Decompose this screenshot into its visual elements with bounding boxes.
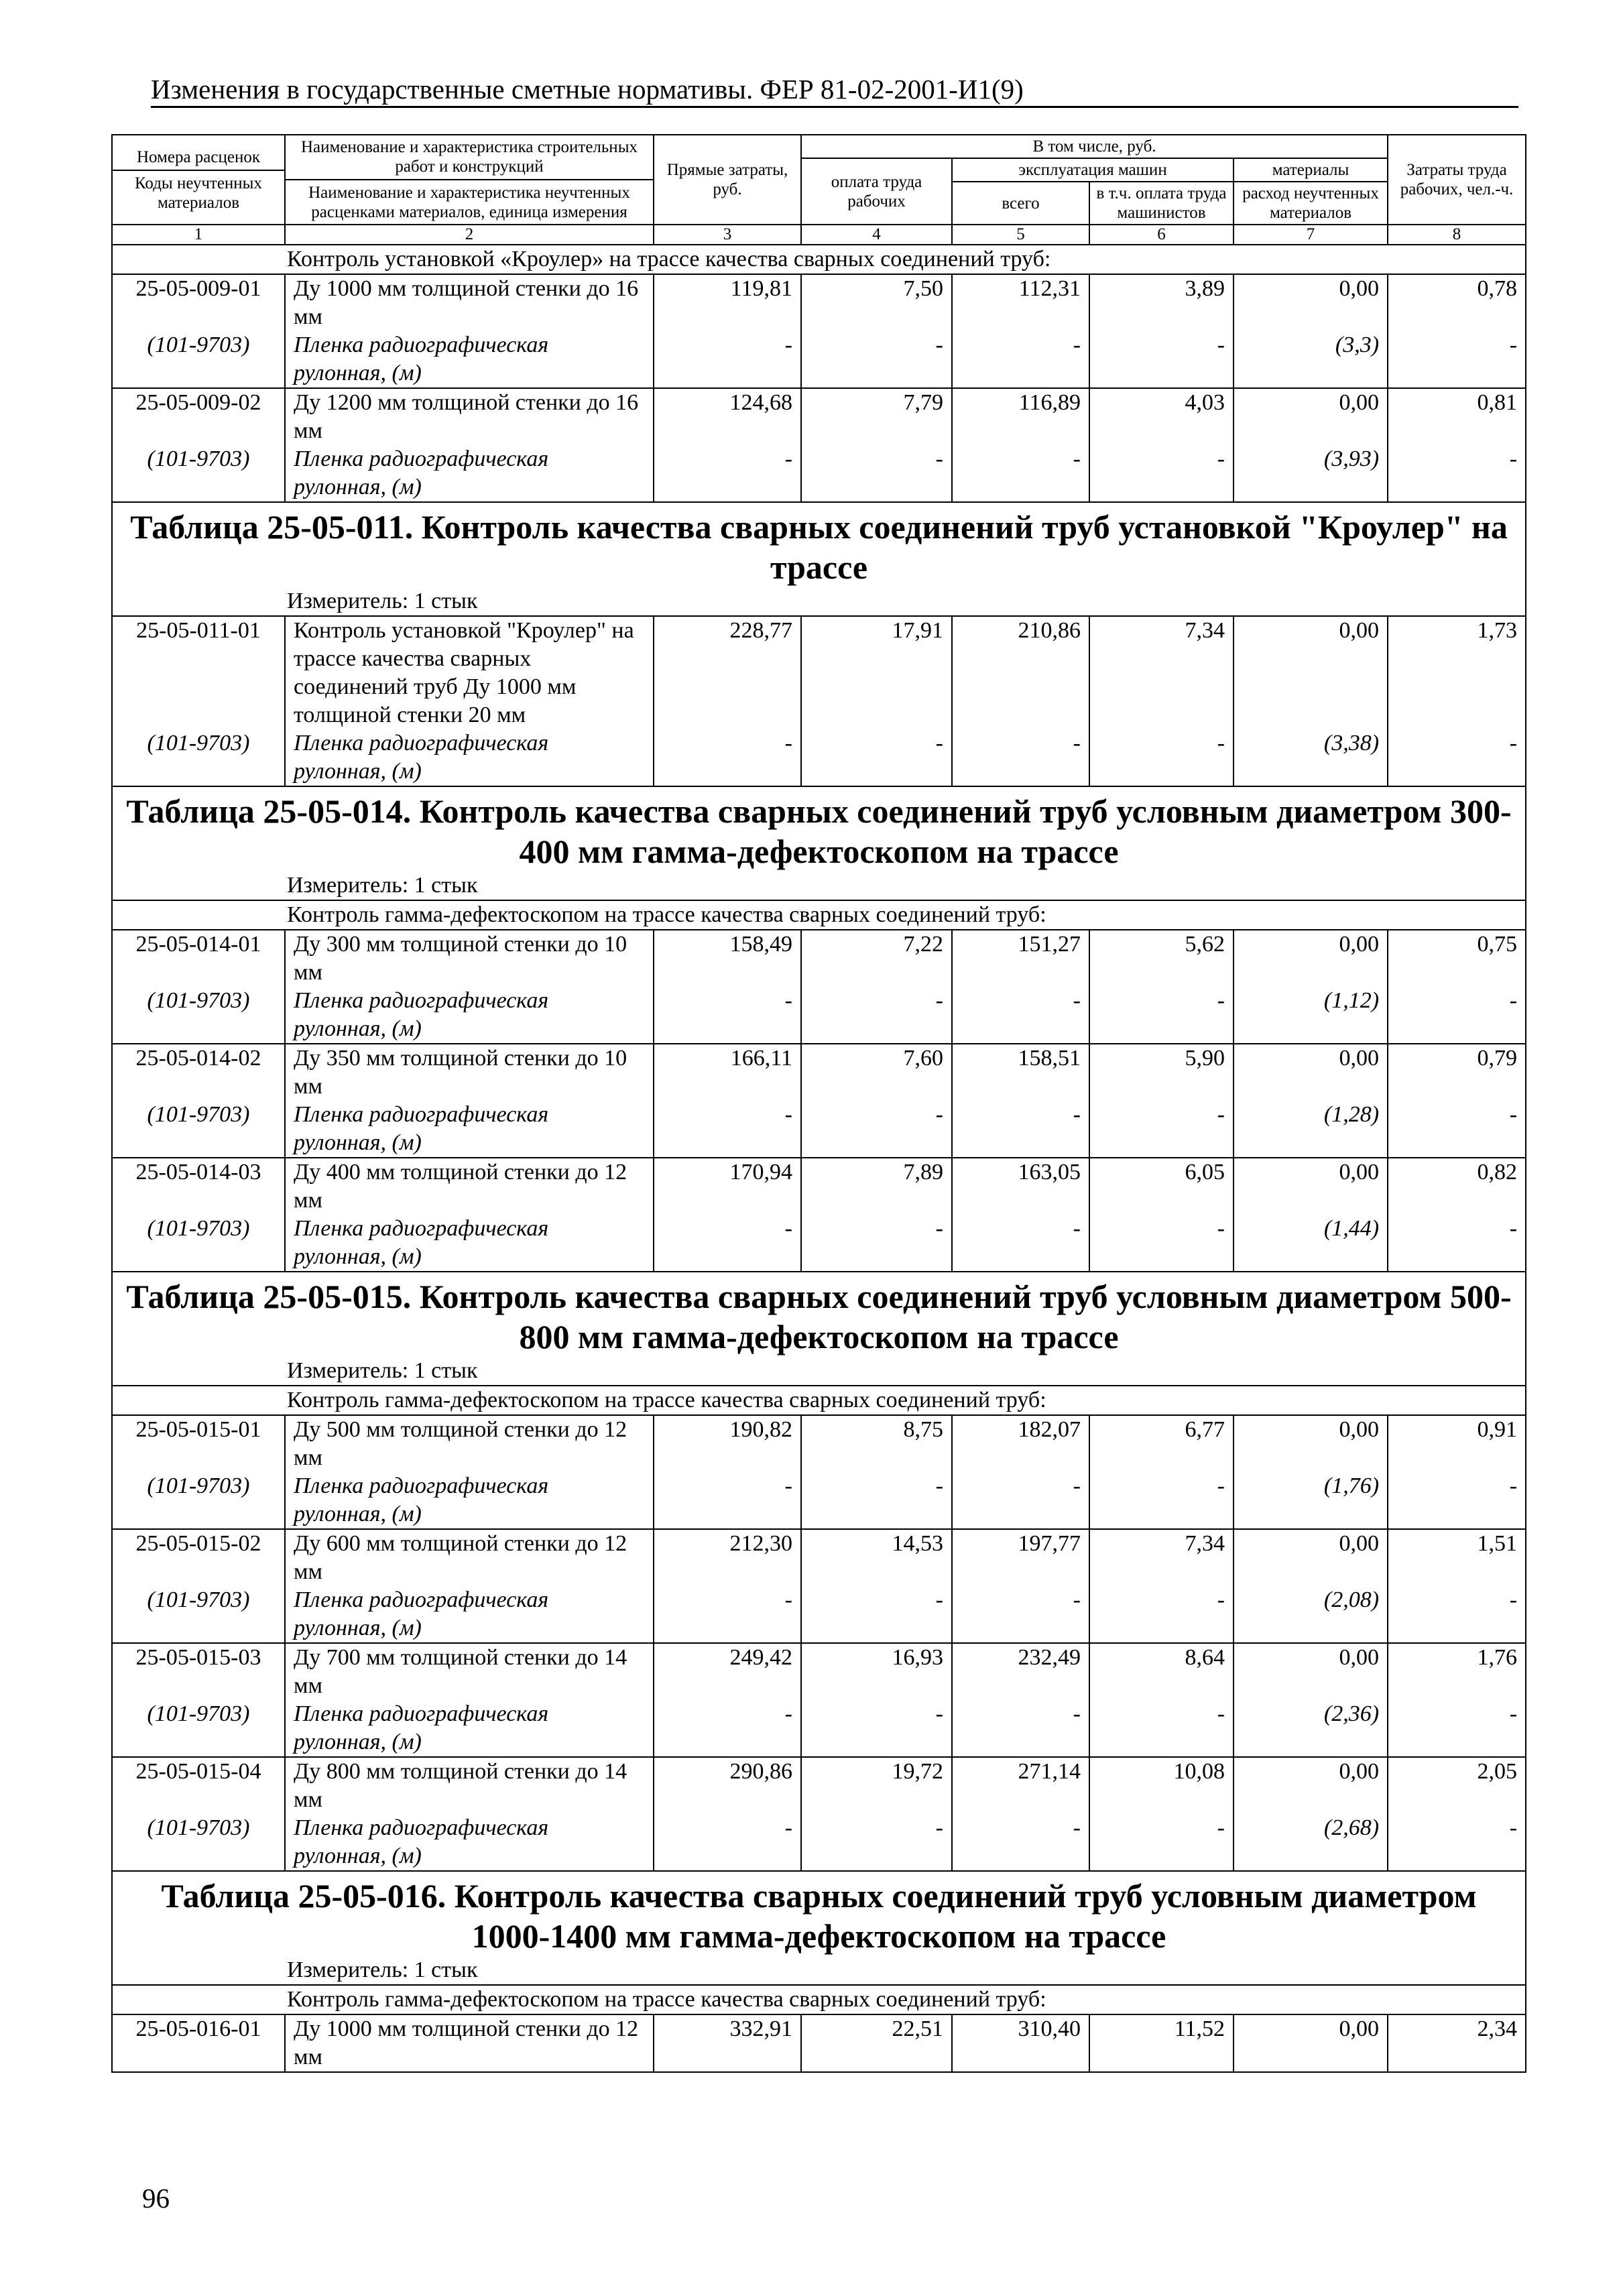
material-name: Пленка радиографическая рулонная, (м) [285, 1101, 654, 1158]
dash: - [1089, 1814, 1234, 1871]
labor-pay: 7,50 [801, 274, 952, 331]
machines-total: 151,27 [952, 930, 1089, 987]
machinists-pay: 5,62 [1089, 930, 1234, 987]
dash: - [1089, 1215, 1234, 1272]
machinists-pay: 6,05 [1089, 1158, 1234, 1215]
materials-cost: 0,00 [1234, 930, 1388, 987]
labor-pay: 8,75 [801, 1415, 952, 1472]
rate-code: 25-05-014-02 [112, 1044, 285, 1101]
dash: - [654, 729, 801, 786]
dash: - [801, 729, 952, 786]
material-code: (101-9703) [112, 1101, 285, 1158]
direct-cost: 170,94 [654, 1158, 801, 1215]
materials-cost: 0,00 [1234, 616, 1388, 729]
rate-name: Ду 1000 мм толщиной стенки до 16 мм [285, 274, 654, 331]
material-name: Пленка радиографическая рулонная, (м) [285, 729, 654, 786]
dash: - [654, 1586, 801, 1643]
dash: - [1089, 1586, 1234, 1643]
labor-pay: 7,89 [801, 1158, 952, 1215]
table-row [112, 1529, 1526, 1586]
dash: - [1089, 445, 1234, 502]
material-qty: (1,44) [1234, 1215, 1388, 1272]
dash: - [654, 1700, 801, 1757]
material-name: Пленка радиографическая рулонная, (м) [285, 445, 654, 502]
materials-cost: 0,00 [1234, 274, 1388, 331]
machinists-pay: 7,34 [1089, 616, 1234, 729]
direct-cost: 190,82 [654, 1415, 801, 1472]
material-code: (101-9703) [112, 1472, 285, 1529]
col6-header: в т.ч. оплата труда машинистов [1089, 182, 1234, 225]
machines-header: эксплуатация машин [952, 158, 1234, 182]
table-title: Таблица 25-05-016. Контроль качества сварных соединений труб условным диаметром 1000-1400 мм гамма-дефектоскопом на трассе [112, 1871, 1526, 1956]
material-row [112, 987, 1526, 1044]
page-header-title: Изменения в государственные сметные нормативы. ФЕР 81-02-2001-И1(9) [151, 72, 1518, 108]
labor-pay: 7,79 [801, 388, 952, 445]
material-name: Пленка радиографическая рулонная, (м) [285, 987, 654, 1044]
table-row [112, 388, 1526, 445]
machinists-pay: 11,52 [1089, 2014, 1234, 2072]
section-heading: Контроль гамма-дефектоскопом на трассе качества сварных соединений труб: [112, 1985, 1526, 2014]
dash: - [1388, 1586, 1526, 1643]
dash: - [1089, 1700, 1234, 1757]
material-code: (101-9703) [112, 729, 285, 786]
table-title: Таблица 25-05-011. Контроль качества сварных соединений труб установкой "Кроулер" на трассе [112, 502, 1526, 587]
materials-cost: 0,00 [1234, 1044, 1388, 1101]
dash: - [801, 1586, 952, 1643]
col3-header: Прямые затраты, руб. [654, 135, 801, 225]
material-row [112, 1814, 1526, 1871]
dash: - [952, 729, 1089, 786]
material-code: (101-9703) [112, 445, 285, 502]
table-row [112, 2014, 1526, 2072]
rate-code: 25-05-011-01 [112, 616, 285, 729]
table-meter: Измеритель: 1 стык [112, 871, 1526, 900]
material-qty: (3,38) [1234, 729, 1388, 786]
direct-cost: 158,49 [654, 930, 801, 987]
dash: - [1388, 1472, 1526, 1529]
rate-code: 25-05-015-03 [112, 1643, 285, 1700]
labor-hours: 1,73 [1388, 616, 1526, 729]
material-qty: (2,68) [1234, 1814, 1388, 1871]
table-row [112, 1158, 1526, 1215]
table-meter: Измеритель: 1 стык [112, 1956, 1526, 1985]
rate-name: Ду 600 мм толщиной стенки до 12 мм [285, 1529, 654, 1586]
labor-pay: 16,93 [801, 1643, 952, 1700]
dash: - [1388, 1700, 1526, 1757]
direct-cost: 124,68 [654, 388, 801, 445]
col-number: 6 [1089, 225, 1234, 245]
labor-pay: 7,60 [801, 1044, 952, 1101]
dash: - [801, 1472, 952, 1529]
material-code: (101-9703) [112, 331, 285, 388]
rate-name: Ду 350 мм толщиной стенки до 10 мм [285, 1044, 654, 1101]
material-row [112, 1215, 1526, 1272]
dash: - [654, 1215, 801, 1272]
material-name: Пленка радиографическая рулонная, (м) [285, 331, 654, 388]
table-title: Таблица 25-05-015. Контроль качества сварных соединений труб условным диаметром 500-800 мм гамма-дефектоскопом на трассе [112, 1272, 1526, 1357]
materials-cost: 0,00 [1234, 388, 1388, 445]
dash: - [952, 987, 1089, 1044]
dash: - [801, 1814, 952, 1871]
materials-header: материалы [1234, 158, 1388, 182]
material-name: Пленка радиографическая рулонная, (м) [285, 1814, 654, 1871]
rate-name: Ду 1000 мм толщиной стенки до 12 мм [285, 2014, 654, 2072]
material-row [112, 445, 1526, 502]
dash: - [801, 445, 952, 502]
rate-name: Ду 700 мм толщиной стенки до 14 мм [285, 1643, 654, 1700]
machines-total: 310,40 [952, 2014, 1089, 2072]
col-number: 3 [654, 225, 801, 245]
table-row [112, 930, 1526, 987]
dash: - [952, 1700, 1089, 1757]
labor-pay: 17,91 [801, 616, 952, 729]
rate-name: Ду 1200 мм толщиной стенки до 16 мм [285, 388, 654, 445]
group-header: В том числе, руб. [801, 135, 1388, 158]
col-number: 1 [112, 225, 285, 245]
col-number: 5 [952, 225, 1089, 245]
rate-name: Ду 800 мм толщиной стенки до 14 мм [285, 1757, 654, 1814]
dash: - [1388, 331, 1526, 388]
dash: - [952, 1586, 1089, 1643]
machines-total: 116,89 [952, 388, 1089, 445]
table-meter: Измеритель: 1 стык [112, 1357, 1526, 1386]
machines-total: 197,77 [952, 1529, 1089, 1586]
machines-total: 112,31 [952, 274, 1089, 331]
material-qty: (2,08) [1234, 1586, 1388, 1643]
dash: - [654, 1101, 801, 1158]
direct-cost: 166,11 [654, 1044, 801, 1101]
dash: - [654, 445, 801, 502]
rate-name: Ду 500 мм толщиной стенки до 12 мм [285, 1415, 654, 1472]
table-row [112, 274, 1526, 331]
rate-name: Ду 300 мм толщиной стенки до 10 мм [285, 930, 654, 987]
machines-total: 163,05 [952, 1158, 1089, 1215]
dash: - [654, 987, 801, 1044]
dash: - [1388, 1101, 1526, 1158]
col2-header: Наименование и характеристика строительных работ и конструкций Наименование и характеристика неучтенных расценками материалов, единица измерения [285, 135, 654, 225]
table-meter: Измеритель: 1 стык [112, 587, 1526, 616]
labor-hours: 0,81 [1388, 388, 1526, 445]
col-number: 4 [801, 225, 952, 245]
labor-hours: 2,05 [1388, 1757, 1526, 1814]
dash: - [1388, 1215, 1526, 1272]
materials-cost: 0,00 [1234, 1415, 1388, 1472]
col-number: 8 [1388, 225, 1526, 245]
direct-cost: 332,91 [654, 2014, 801, 2072]
rate-code: 25-05-015-01 [112, 1415, 285, 1472]
material-qty: (1,28) [1234, 1101, 1388, 1158]
labor-hours: 0,91 [1388, 1415, 1526, 1472]
section-heading: Контроль установкой «Кроулер» на трассе качества сварных соединений труб: [112, 245, 1526, 274]
labor-hours: 0,78 [1388, 274, 1526, 331]
labor-hours: 2,34 [1388, 2014, 1526, 2072]
col-number: 7 [1234, 225, 1388, 245]
table-title: Таблица 25-05-014. Контроль качества сварных соединений труб условным диаметром 300-400 мм гамма-дефектоскопом на трассе [112, 786, 1526, 871]
labor-hours: 0,79 [1388, 1044, 1526, 1101]
dash: - [654, 331, 801, 388]
material-code: (101-9703) [112, 1700, 285, 1757]
material-qty: (3,93) [1234, 445, 1388, 502]
col1-header: Номера расценок Коды неучтенных материалов [112, 135, 285, 225]
rate-name: Ду 400 мм толщиной стенки до 12 мм [285, 1158, 654, 1215]
dash: - [801, 1215, 952, 1272]
material-code: (101-9703) [112, 987, 285, 1044]
dash: - [1089, 987, 1234, 1044]
labor-hours: 1,76 [1388, 1643, 1526, 1700]
material-code: (101-9703) [112, 1814, 285, 1871]
section-heading: Контроль гамма-дефектоскопом на трассе качества сварных соединений труб: [112, 1386, 1526, 1415]
dash: - [952, 331, 1089, 388]
page-number: 96 [142, 2183, 170, 2214]
machines-total: 158,51 [952, 1044, 1089, 1101]
machines-total: 271,14 [952, 1757, 1089, 1814]
material-qty: (3,3) [1234, 331, 1388, 388]
dash: - [654, 1472, 801, 1529]
material-qty: (2,36) [1234, 1700, 1388, 1757]
materials-cost: 0,00 [1234, 2014, 1388, 2072]
dash: - [801, 331, 952, 388]
material-name: Пленка радиографическая рулонная, (м) [285, 1700, 654, 1757]
dash: - [1388, 445, 1526, 502]
labor-pay: 14,53 [801, 1529, 952, 1586]
material-row [112, 331, 1526, 388]
section-heading: Контроль гамма-дефектоскопом на трассе качества сварных соединений труб: [112, 900, 1526, 930]
rate-code: 25-05-009-02 [112, 388, 285, 445]
machinists-pay: 3,89 [1089, 274, 1234, 331]
labor-hours: 0,75 [1388, 930, 1526, 987]
labor-hours: 0,82 [1388, 1158, 1526, 1215]
col-number: 2 [285, 225, 654, 245]
material-row [112, 1700, 1526, 1757]
direct-cost: 249,42 [654, 1643, 801, 1700]
table-row [112, 1044, 1526, 1101]
rate-code: 25-05-015-02 [112, 1529, 285, 1586]
machinists-pay: 10,08 [1089, 1757, 1234, 1814]
dash: - [1089, 1472, 1234, 1529]
machines-total: 182,07 [952, 1415, 1089, 1472]
material-qty: (1,76) [1234, 1472, 1388, 1529]
machines-total: 210,86 [952, 616, 1089, 729]
col4-header: оплата труда рабочих [801, 158, 952, 225]
material-qty: (1,12) [1234, 987, 1388, 1044]
labor-pay: 7,22 [801, 930, 952, 987]
rate-code: 25-05-016-01 [112, 2014, 285, 2072]
machinists-pay: 8,64 [1089, 1643, 1234, 1700]
material-row [112, 1101, 1526, 1158]
col7-header: расход неучтенных материалов [1234, 182, 1388, 225]
machinists-pay: 5,90 [1089, 1044, 1234, 1101]
dash: - [1388, 1814, 1526, 1871]
dash: - [801, 987, 952, 1044]
table-row [112, 1643, 1526, 1700]
machinists-pay: 7,34 [1089, 1529, 1234, 1586]
col8-header: Затраты труда рабочих, чел.-ч. [1388, 135, 1526, 225]
direct-cost: 290,86 [654, 1757, 801, 1814]
dash: - [1089, 331, 1234, 388]
material-row [112, 1586, 1526, 1643]
table-row [112, 616, 1526, 729]
dash: - [1089, 729, 1234, 786]
dash: - [952, 1101, 1089, 1158]
dash: - [952, 1814, 1089, 1871]
direct-cost: 119,81 [654, 274, 801, 331]
rate-name: Контроль установкой "Кроулер" на трассе качества сварных соединений труб Ду 1000 мм толщиной стенки 20 мм [285, 616, 654, 729]
dash: - [952, 1472, 1089, 1529]
table-row [112, 1757, 1526, 1814]
materials-cost: 0,00 [1234, 1158, 1388, 1215]
direct-cost: 212,30 [654, 1529, 801, 1586]
rate-code: 25-05-015-04 [112, 1757, 285, 1814]
dash: - [801, 1700, 952, 1757]
table-row [112, 1415, 1526, 1472]
rate-code: 25-05-014-03 [112, 1158, 285, 1215]
machinists-pay: 4,03 [1089, 388, 1234, 445]
rate-code: 25-05-014-01 [112, 930, 285, 987]
material-name: Пленка радиографическая рулонная, (м) [285, 1472, 654, 1529]
labor-pay: 19,72 [801, 1757, 952, 1814]
norms-table [111, 134, 1526, 2073]
materials-cost: 0,00 [1234, 1643, 1388, 1700]
machinists-pay: 6,77 [1089, 1415, 1234, 1472]
materials-cost: 0,00 [1234, 1529, 1388, 1586]
col5-header: всего [952, 182, 1089, 225]
dash: - [1388, 729, 1526, 786]
machines-total: 232,49 [952, 1643, 1089, 1700]
rate-code: 25-05-009-01 [112, 274, 285, 331]
material-name: Пленка радиографическая рулонная, (м) [285, 1586, 654, 1643]
material-code: (101-9703) [112, 1215, 285, 1272]
material-row [112, 729, 1526, 786]
labor-hours: 1,51 [1388, 1529, 1526, 1586]
material-name: Пленка радиографическая рулонная, (м) [285, 1215, 654, 1272]
labor-pay: 22,51 [801, 2014, 952, 2072]
dash: - [1089, 1101, 1234, 1158]
materials-cost: 0,00 [1234, 1757, 1388, 1814]
dash: - [952, 1215, 1089, 1272]
direct-cost: 228,77 [654, 616, 801, 729]
dash: - [801, 1101, 952, 1158]
dash: - [654, 1814, 801, 1871]
dash: - [952, 445, 1089, 502]
dash: - [1388, 987, 1526, 1044]
material-row [112, 1472, 1526, 1529]
material-code: (101-9703) [112, 1586, 285, 1643]
